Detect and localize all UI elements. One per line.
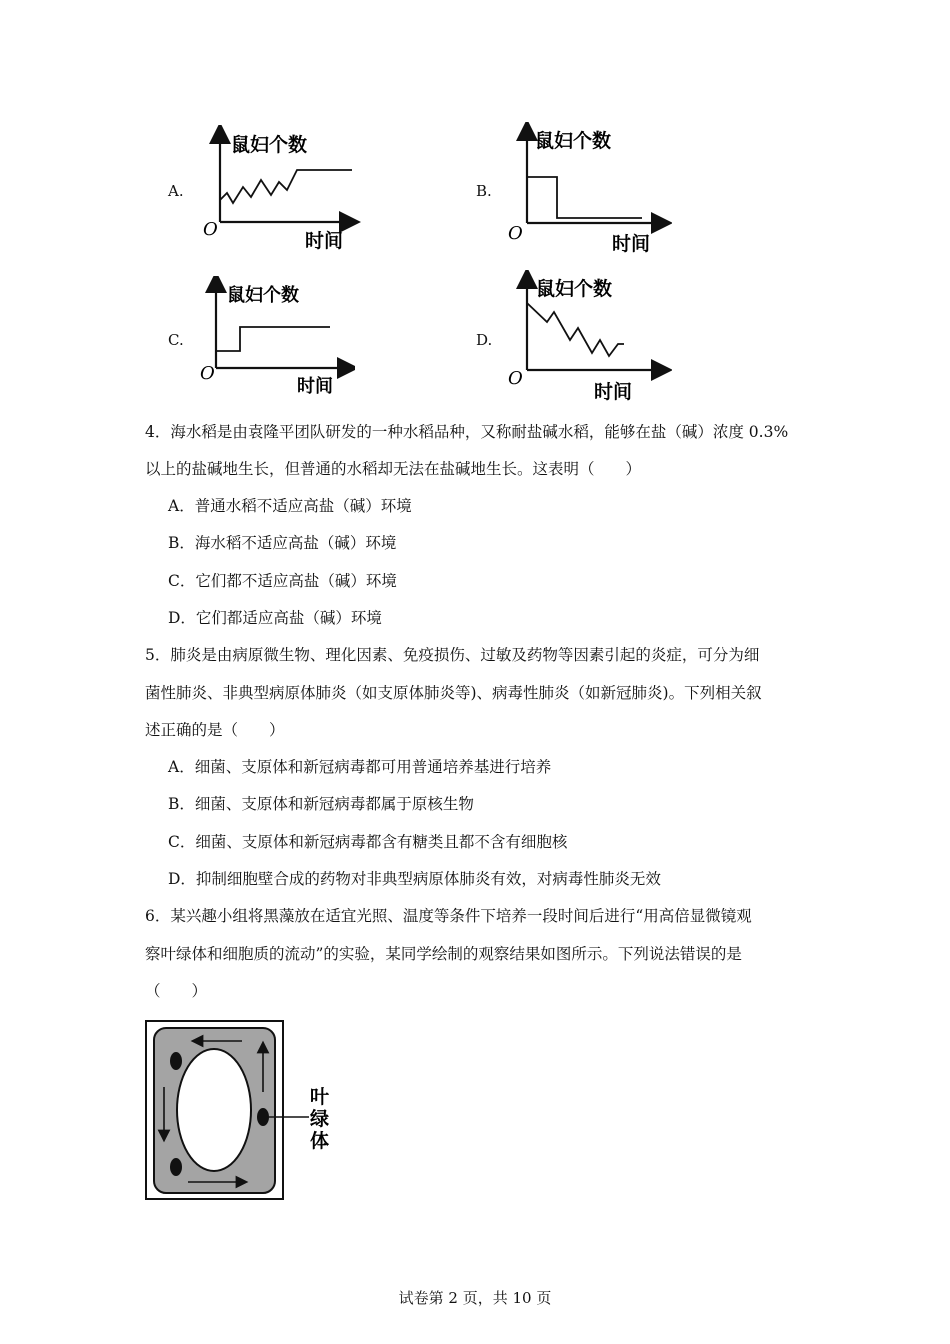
data-line bbox=[216, 327, 330, 351]
graph-option-d-label: D. bbox=[476, 331, 493, 349]
q5-option-c: C．细菌、支原体和新冠病毒都含有糖类且都不含有细胞核 bbox=[168, 833, 568, 851]
y-axis-label: 鼠妇个数 bbox=[231, 134, 308, 156]
data-line bbox=[527, 177, 642, 218]
graph-c bbox=[195, 276, 355, 396]
figure-label-char-3: 体 bbox=[310, 1130, 330, 1152]
x-axis-label: 时间 bbox=[612, 233, 651, 255]
q4-stem-line-1: 4．海水稻是由袁隆平团队研发的一种水稻品种，又称耐盐碱水稻，能够在盐（碱）浓度 0.3% bbox=[145, 423, 789, 441]
y-axis-label: 鼠妇个数 bbox=[536, 278, 613, 300]
q6-stem-line-3: （ ） bbox=[145, 982, 208, 1000]
y-axis-label: 鼠妇个数 bbox=[535, 130, 612, 152]
chloroplast bbox=[257, 1108, 269, 1126]
y-axis-label: 鼠妇个数 bbox=[227, 285, 299, 306]
figure-label-char-1: 叶 bbox=[310, 1086, 330, 1108]
q4-option-d: D．它们都适应高盐（碱）环境 bbox=[168, 609, 382, 627]
data-line bbox=[527, 303, 624, 356]
q4-option-a: A．普通水稻不适应高盐（碱）环境 bbox=[168, 497, 412, 515]
q5-stem-line-2: 菌性肺炎、非典型病原体肺炎（如支原体肺炎等)、病毒性肺炎（如新冠肺炎)。下列相关叙 bbox=[145, 684, 762, 702]
x-axis-label: 时间 bbox=[297, 376, 333, 396]
x-axis-label: 时间 bbox=[594, 381, 633, 403]
graph-option-a-label: A. bbox=[168, 182, 184, 200]
q4-stem-line-2: 以上的盐碱地生长，但普通的水稻却无法在盐碱地生长。这表明（ ） bbox=[145, 460, 642, 478]
x-axis-label: 时间 bbox=[305, 230, 344, 252]
cell-figure bbox=[144, 1019, 344, 1204]
q6-stem-line-1: 6．某兴趣小组将黑藻放在适宜光照、温度等条件下培养一段时间后进行“用高倍显微镜观 bbox=[145, 907, 752, 925]
q5-option-b: B．细菌、支原体和新冠病毒都属于原核生物 bbox=[168, 795, 474, 813]
page-footer: 试卷第 2 页，共 10 页 bbox=[398, 1289, 552, 1307]
graph-option-c-label: C. bbox=[168, 331, 184, 349]
q6-stem-line-2: 察叶绿体和细胞质的流动”的实验，某同学绘制的观察结果如图所示。下列说法错误的是 bbox=[145, 945, 742, 963]
chloroplast bbox=[170, 1158, 182, 1176]
chloroplast bbox=[170, 1052, 182, 1070]
graph-d bbox=[502, 270, 672, 405]
origin-label: O bbox=[200, 363, 215, 384]
q4-option-b: B．海水稻不适应高盐（碱）环境 bbox=[168, 534, 397, 552]
q5-option-d: D．抑制细胞壁合成的药物对非典型病原体肺炎有效，对病毒性肺炎无效 bbox=[168, 870, 661, 888]
vacuole bbox=[177, 1049, 251, 1171]
origin-label: O bbox=[203, 219, 218, 240]
origin-label: O bbox=[508, 368, 523, 389]
q4-option-c: C．它们都不适应高盐（碱）环境 bbox=[168, 572, 397, 590]
graph-a bbox=[195, 125, 365, 255]
q5-stem-line-3: 述正确的是（ ） bbox=[145, 721, 285, 739]
q5-stem-line-1: 5．肺炎是由病原微生物、理化因素、免疫损伤、过敏及药物等因素引起的炎症，可分为细 bbox=[145, 646, 760, 664]
data-line bbox=[220, 170, 352, 203]
graph-option-b-label: B. bbox=[476, 182, 492, 200]
origin-label: O bbox=[508, 223, 523, 244]
figure-label-char-2: 绿 bbox=[310, 1108, 330, 1130]
graph-b bbox=[502, 122, 672, 257]
q5-option-a: A．细菌、支原体和新冠病毒都可用普通培养基进行培养 bbox=[168, 758, 552, 776]
